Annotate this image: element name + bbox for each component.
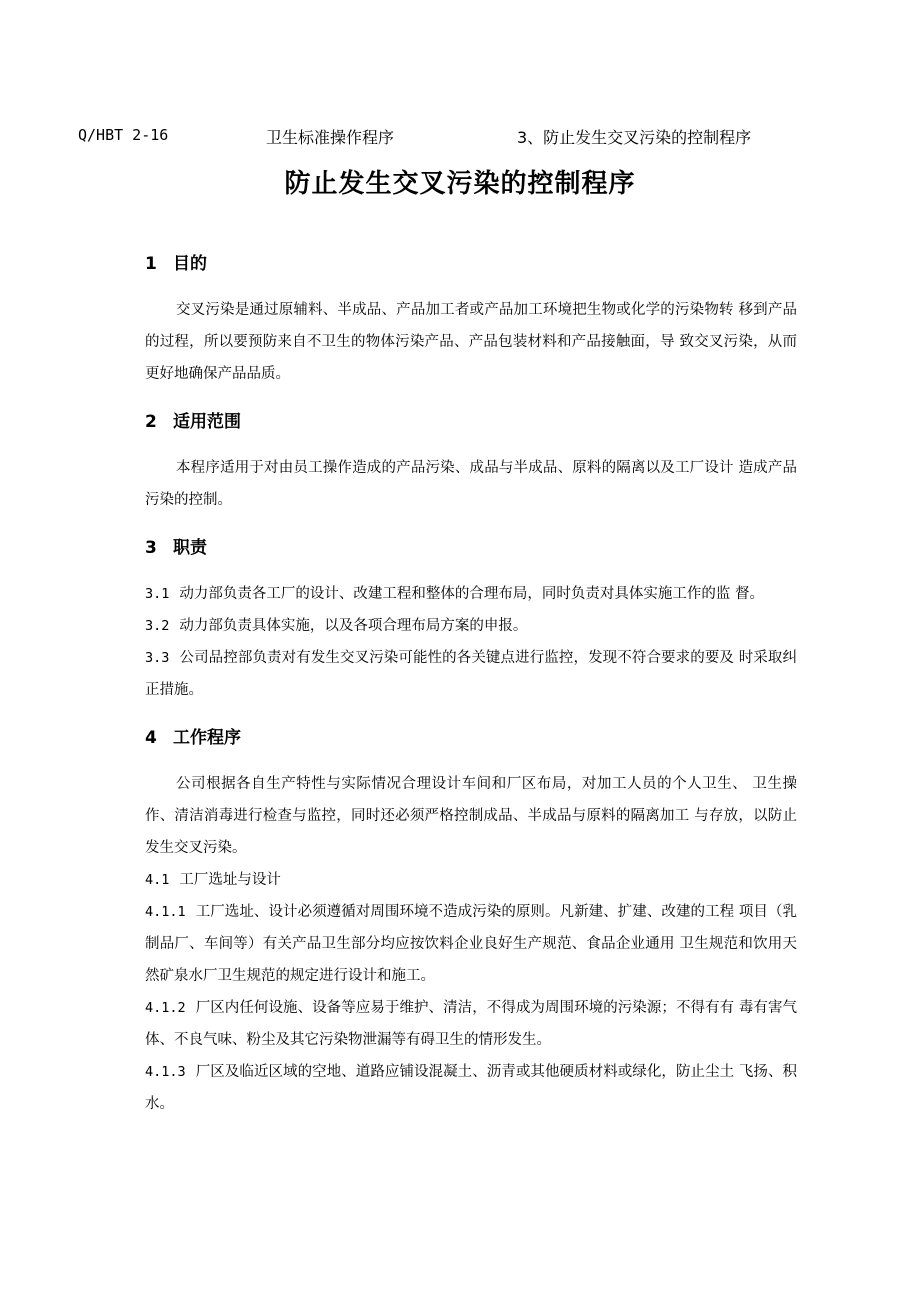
section-number: 1 (145, 254, 157, 274)
clause-number: 4.1.2 (145, 1000, 186, 1016)
clause-text: 厂区内任何设施、设备等应易于维护、清洁，不得成为周围环境的污染源；不得有有 毒有害气体、不良气味、粉尘及其它污染物泄漏等有碍卫生的情形发生。 (145, 1000, 797, 1048)
section-title: 工作程序 (173, 728, 241, 748)
section-number: 4 (145, 728, 157, 748)
clause-text: 动力部负责具体实施，以及各项合理布局方案的申报。 (179, 618, 528, 634)
section-heading (145, 536, 797, 560)
page-header (0, 125, 920, 147)
clause-text: 动力部负责各工厂的设计、改建工程和整体的合理布局，同时负责对具体实施工作的监 督。 (179, 586, 764, 602)
clause (145, 1056, 797, 1120)
section-title: 职责 (173, 538, 207, 558)
clause-number: 3.2 (145, 618, 170, 634)
section-paragraph: 交叉污染是通过原辅料、半成品、产品加工者或产品加工环境把生物或化学的污染物转 移到产品的过程，所以要预防来自不卫生的物体污染产品、产品包装材料和产品接触面，导 致交叉污染，从而更好地确保产品品质。 (145, 302, 797, 382)
section-paragraph: 本程序适用于对由员工操作造成的产品污染、成品与半成品、原料的隔离以及工厂设计 造成产品污染的控制。 (145, 460, 797, 508)
section-number: 2 (145, 412, 157, 432)
clause-number: 4.1.1 (145, 904, 186, 920)
clause (145, 642, 797, 706)
section-number: 3 (145, 538, 157, 558)
section-title: 适用范围 (173, 412, 241, 432)
clause-text: 厂区及临近区域的空地、道路应铺设混凝土、沥青或其他硬质材料或绿化，防止尘土 飞扬、积水。 (145, 1064, 797, 1112)
section-heading (145, 726, 797, 750)
clause (145, 896, 797, 992)
document-title: 防止发生交叉污染的控制程序 (284, 169, 636, 199)
clause (145, 578, 797, 610)
clause (145, 610, 797, 642)
section-heading (145, 410, 797, 434)
clause (145, 992, 797, 1056)
section-heading (145, 252, 797, 276)
clause-number: 4.1 (145, 872, 170, 888)
clause (145, 864, 797, 896)
section-paragraph: 公司根据各自生产特性与实际情况合理设计车间和厂区布局，对加工人员的个人卫生、 卫生操作、清洁消毒进行检查与监控，同时还必须严格控制成品、半成品与原料的隔离加工 与存放，以防止发生交叉污染。 (145, 776, 797, 856)
clause-text: 工厂选址与设计 (179, 872, 281, 888)
clause-text: 公司品控部负责对有发生交叉污染可能性的各关键点进行监控，发现不符合要求的要及 时采取纠正措施。 (145, 650, 797, 698)
section-name: 3、防止发生交叉污染的控制程序 (517, 128, 752, 147)
section-title: 目的 (173, 254, 207, 274)
document-body (145, 252, 797, 1120)
document-code: Q/HBT 2-16 (78, 126, 169, 144)
clause-number: 3.1 (145, 586, 170, 602)
clause-number: 3.3 (145, 650, 170, 666)
clause-text: 工厂选址、设计必须遵循对周围环境不造成污染的原则。凡新建、扩建、改建的工程 项目（乳制品厂、车间等）有关产品卫生部分均应按饮料企业良好生产规范、食品企业通用 卫生规范和饮用天然矿泉水厂卫生规范的规定进行设计和施工。 (145, 904, 797, 984)
clause-number: 4.1.3 (145, 1064, 186, 1080)
standard-name: 卫生标准操作程序 (266, 128, 395, 147)
